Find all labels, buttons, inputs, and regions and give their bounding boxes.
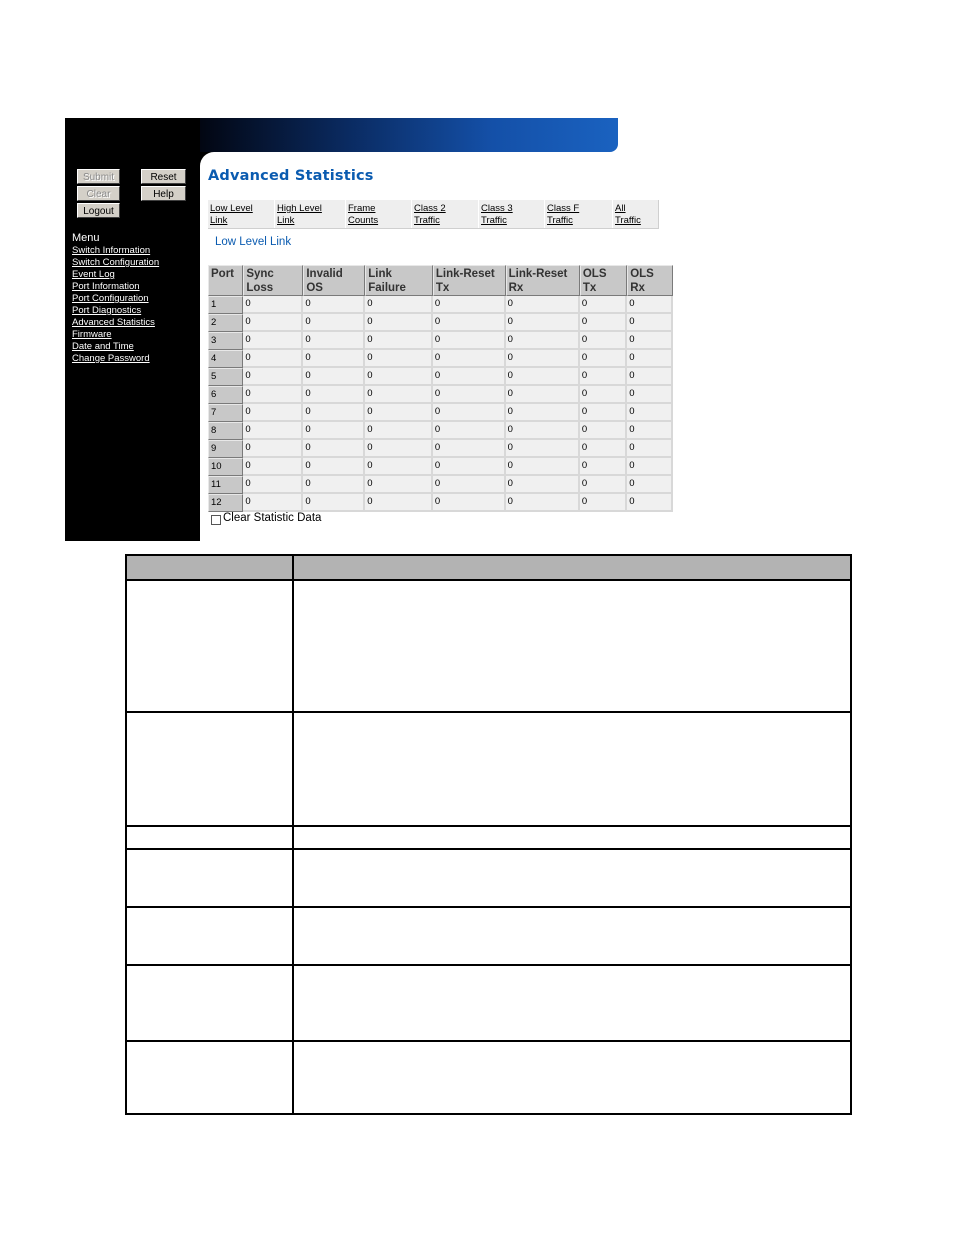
stat-value-cell: 0 — [243, 494, 303, 512]
tab-label-line1: Class 3 — [481, 203, 513, 214]
stat-value-cell: 0 — [365, 440, 433, 458]
stat-value-cell: 0 — [506, 494, 580, 512]
stat-value-cell: 0 — [506, 404, 580, 422]
stat-value-cell: 0 — [303, 368, 365, 386]
table-row — [208, 368, 673, 386]
stat-value-cell: 0 — [303, 494, 365, 512]
stat-value-cell: 0 — [433, 476, 506, 494]
stat-value-cell: 0 — [433, 368, 506, 386]
stat-value-cell: 0 — [627, 422, 673, 440]
clear-statistic-checkbox[interactable] — [211, 515, 221, 525]
tab-label-line1: Low Level — [210, 203, 253, 214]
stat-value-cell: 0 — [506, 476, 580, 494]
stat-value-cell: 0 — [433, 332, 506, 350]
stat-value-cell: 0 — [433, 350, 506, 368]
stat-value-cell: 0 — [580, 458, 627, 476]
tab-separator — [612, 200, 613, 228]
tab-frame-counts[interactable] — [348, 203, 378, 227]
menu-link-firmware[interactable]: Firmware — [72, 329, 112, 340]
stat-value-cell: 0 — [303, 404, 365, 422]
tab-label-line2: Traffic — [481, 215, 507, 226]
table-row — [208, 350, 673, 368]
description-table-header — [127, 556, 850, 581]
column-header-line1: OLS — [582, 268, 607, 280]
port-number-cell: 9 — [208, 440, 243, 458]
table-row — [208, 386, 673, 404]
stat-value-cell: 0 — [303, 476, 365, 494]
stat-value-cell: 0 — [365, 332, 433, 350]
logout-button[interactable]: Logout — [77, 203, 120, 218]
column-header-line2: Failure — [368, 282, 406, 294]
column-header-line2: Tx — [435, 282, 450, 294]
tab-separator — [544, 200, 545, 228]
port-number-cell: 10 — [208, 458, 243, 476]
tab-label-line2: Traffic — [414, 215, 440, 226]
table-row — [208, 476, 673, 494]
tab-separator — [411, 200, 412, 228]
stat-value-cell: 0 — [506, 314, 580, 332]
tab-label-line1: High Level — [277, 203, 322, 214]
stat-value-cell: 0 — [580, 440, 627, 458]
stat-value-cell: 0 — [303, 422, 365, 440]
row-divider — [127, 711, 850, 713]
port-number-cell: 1 — [208, 296, 243, 314]
table-row — [208, 494, 673, 512]
menu-link-switch-information[interactable]: Switch Information — [72, 245, 151, 256]
column-header-line2: Tx — [582, 282, 597, 294]
stat-value-cell: 0 — [580, 332, 627, 350]
stat-value-cell: 0 — [627, 332, 673, 350]
stat-value-cell: 0 — [303, 350, 365, 368]
port-number-cell: 5 — [208, 368, 243, 386]
stat-value-cell: 0 — [580, 422, 627, 440]
stat-value-cell: 0 — [433, 314, 506, 332]
stat-value-cell: 0 — [627, 296, 673, 314]
reset-button[interactable]: Reset — [141, 169, 186, 184]
stat-value-cell: 0 — [243, 296, 303, 314]
stat-value-cell: 0 — [580, 296, 627, 314]
stat-value-cell: 0 — [627, 458, 673, 476]
stat-value-cell: 0 — [243, 332, 303, 350]
stat-value-cell: 0 — [365, 296, 433, 314]
section-heading: Low Level Link — [215, 236, 292, 248]
column-header-line2: Rx — [508, 282, 524, 294]
menu-link-port-information[interactable]: Port Information — [72, 281, 140, 292]
banner-corner — [200, 152, 214, 166]
table-row — [208, 404, 673, 422]
tab-label-line2: Traffic — [615, 215, 641, 226]
menu-link-event-log[interactable]: Event Log — [72, 269, 115, 280]
column-divider — [292, 556, 294, 1113]
column-header-link-failure — [365, 265, 433, 296]
stat-value-cell: 0 — [365, 404, 433, 422]
tab-low-level-link[interactable] — [210, 203, 253, 227]
row-divider — [127, 964, 850, 966]
menu-link-advanced-statistics[interactable]: Advanced Statistics — [72, 317, 155, 328]
stat-value-cell: 0 — [433, 458, 506, 476]
header-banner — [200, 118, 618, 152]
stat-value-cell: 0 — [243, 350, 303, 368]
stat-value-cell: 0 — [433, 494, 506, 512]
table-row — [208, 458, 673, 476]
column-header-line2: Rx — [630, 282, 645, 294]
column-header-line1: Link-Reset — [435, 268, 495, 280]
stat-value-cell: 0 — [365, 422, 433, 440]
stat-value-cell: 0 — [243, 440, 303, 458]
clear-button[interactable]: Clear — [77, 186, 120, 201]
tab-label-line2: Link — [277, 215, 295, 226]
stat-value-cell: 0 — [627, 314, 673, 332]
stat-value-cell: 0 — [243, 368, 303, 386]
column-header-line1: Port — [211, 268, 234, 280]
stat-value-cell: 0 — [627, 368, 673, 386]
stat-value-cell: 0 — [627, 494, 673, 512]
stat-value-cell: 0 — [506, 422, 580, 440]
tab-separator — [345, 200, 346, 228]
stat-value-cell: 0 — [506, 440, 580, 458]
stat-value-cell: 0 — [365, 494, 433, 512]
tab-label-line1: All — [615, 203, 626, 214]
tab-label-line1: Class F — [547, 203, 580, 214]
help-button[interactable]: Help — [141, 186, 186, 201]
tab-label-line1: Class 2 — [414, 203, 446, 214]
stat-value-cell: 0 — [580, 476, 627, 494]
tab-label-line2: Traffic — [547, 215, 573, 226]
stat-value-cell: 0 — [433, 404, 506, 422]
stat-value-cell: 0 — [506, 296, 580, 314]
tab-separator — [478, 200, 479, 228]
tab-label-line1: Frame — [348, 203, 376, 214]
port-number-cell: 3 — [208, 332, 243, 350]
tab-all-traffic[interactable] — [615, 203, 641, 227]
stat-value-cell: 0 — [627, 386, 673, 404]
stat-value-cell: 0 — [433, 422, 506, 440]
row-divider — [127, 1040, 850, 1042]
stat-value-cell: 0 — [580, 386, 627, 404]
row-divider — [127, 825, 850, 827]
column-header-line2: Loss — [246, 282, 274, 294]
stat-value-cell: 0 — [506, 386, 580, 404]
tab-label-line2: Counts — [348, 215, 379, 226]
table-header-row — [208, 265, 673, 296]
stat-value-cell: 0 — [580, 350, 627, 368]
stat-value-cell: 0 — [627, 440, 673, 458]
stat-value-cell: 0 — [243, 476, 303, 494]
submit-button[interactable]: Submit — [77, 169, 120, 184]
row-divider — [127, 906, 850, 908]
stat-value-cell: 0 — [303, 458, 365, 476]
table-body — [208, 296, 673, 512]
tab-label-line2: Link — [210, 215, 228, 226]
column-header-line2: OS — [306, 282, 323, 294]
port-number-cell: 11 — [208, 476, 243, 494]
stat-value-cell: 0 — [365, 386, 433, 404]
column-header-port — [208, 265, 243, 296]
menu-link-date-and-time[interactable]: Date and Time — [72, 341, 134, 352]
stat-value-cell: 0 — [627, 404, 673, 422]
port-number-cell: 6 — [208, 386, 243, 404]
description-table — [125, 554, 852, 1115]
port-number-cell: 7 — [208, 404, 243, 422]
stat-value-cell: 0 — [243, 404, 303, 422]
column-header-invalid-os — [303, 265, 365, 296]
column-header-link-reset-rx — [506, 265, 580, 296]
stat-value-cell: 0 — [580, 314, 627, 332]
stat-value-cell: 0 — [365, 476, 433, 494]
stat-value-cell: 0 — [243, 458, 303, 476]
stat-value-cell: 0 — [303, 386, 365, 404]
table-row — [208, 440, 673, 458]
column-header-link-reset-tx — [433, 265, 506, 296]
tab-bar — [208, 200, 659, 229]
column-header-ols-tx — [580, 265, 627, 296]
tab-separator — [274, 200, 275, 228]
port-number-cell: 4 — [208, 350, 243, 368]
table-row — [208, 314, 673, 332]
column-header-line1: Link — [368, 268, 392, 280]
menu-title: Menu — [72, 232, 100, 244]
table-row — [208, 422, 673, 440]
stat-value-cell: 0 — [506, 368, 580, 386]
stat-value-cell: 0 — [303, 332, 365, 350]
stat-value-cell: 0 — [303, 296, 365, 314]
stat-value-cell: 0 — [243, 386, 303, 404]
stat-value-cell: 0 — [580, 494, 627, 512]
clear-statistic-label: Clear Statistic Data — [223, 512, 322, 524]
stat-value-cell: 0 — [303, 314, 365, 332]
tab-class-f-traffic[interactable] — [547, 203, 579, 227]
stat-value-cell: 0 — [506, 458, 580, 476]
stat-value-cell: 0 — [365, 458, 433, 476]
column-header-sync-loss — [243, 265, 303, 296]
column-header-line1: OLS — [630, 268, 654, 280]
stat-value-cell: 0 — [506, 332, 580, 350]
column-header-line1: Sync — [246, 268, 274, 280]
stat-value-cell: 0 — [243, 314, 303, 332]
table-row — [208, 332, 673, 350]
stat-value-cell: 0 — [365, 350, 433, 368]
tab-high-level-link[interactable] — [277, 203, 322, 227]
menu-link-port-diagnostics[interactable]: Port Diagnostics — [72, 305, 142, 316]
stat-value-cell: 0 — [365, 314, 433, 332]
stat-value-cell: 0 — [627, 476, 673, 494]
column-header-ols-rx — [627, 265, 673, 296]
page-title: Advanced Statistics — [208, 168, 374, 184]
row-divider — [127, 848, 850, 850]
stat-value-cell: 0 — [303, 440, 365, 458]
column-header-line1: Invalid — [306, 268, 343, 280]
stat-value-cell: 0 — [627, 350, 673, 368]
tab-class-3-traffic[interactable] — [481, 203, 513, 227]
menu-link-port-configuration[interactable]: Port Configuration — [72, 293, 149, 304]
stat-value-cell: 0 — [580, 404, 627, 422]
port-number-cell: 8 — [208, 422, 243, 440]
stat-value-cell: 0 — [433, 386, 506, 404]
statistics-table — [208, 265, 673, 512]
port-number-cell: 2 — [208, 314, 243, 332]
stat-value-cell: 0 — [365, 368, 433, 386]
stat-value-cell: 0 — [506, 350, 580, 368]
column-header-line1: Link-Reset — [508, 268, 568, 280]
stat-value-cell: 0 — [243, 422, 303, 440]
stat-value-cell: 0 — [580, 368, 627, 386]
menu-link-switch-configuration[interactable]: Switch Configuration — [72, 257, 160, 268]
tab-class-2-traffic[interactable] — [414, 203, 446, 227]
port-number-cell: 12 — [208, 494, 243, 512]
stat-value-cell: 0 — [433, 296, 506, 314]
stat-value-cell: 0 — [433, 440, 506, 458]
table-row — [208, 296, 673, 314]
menu-link-change-password[interactable]: Change Password — [72, 353, 150, 364]
